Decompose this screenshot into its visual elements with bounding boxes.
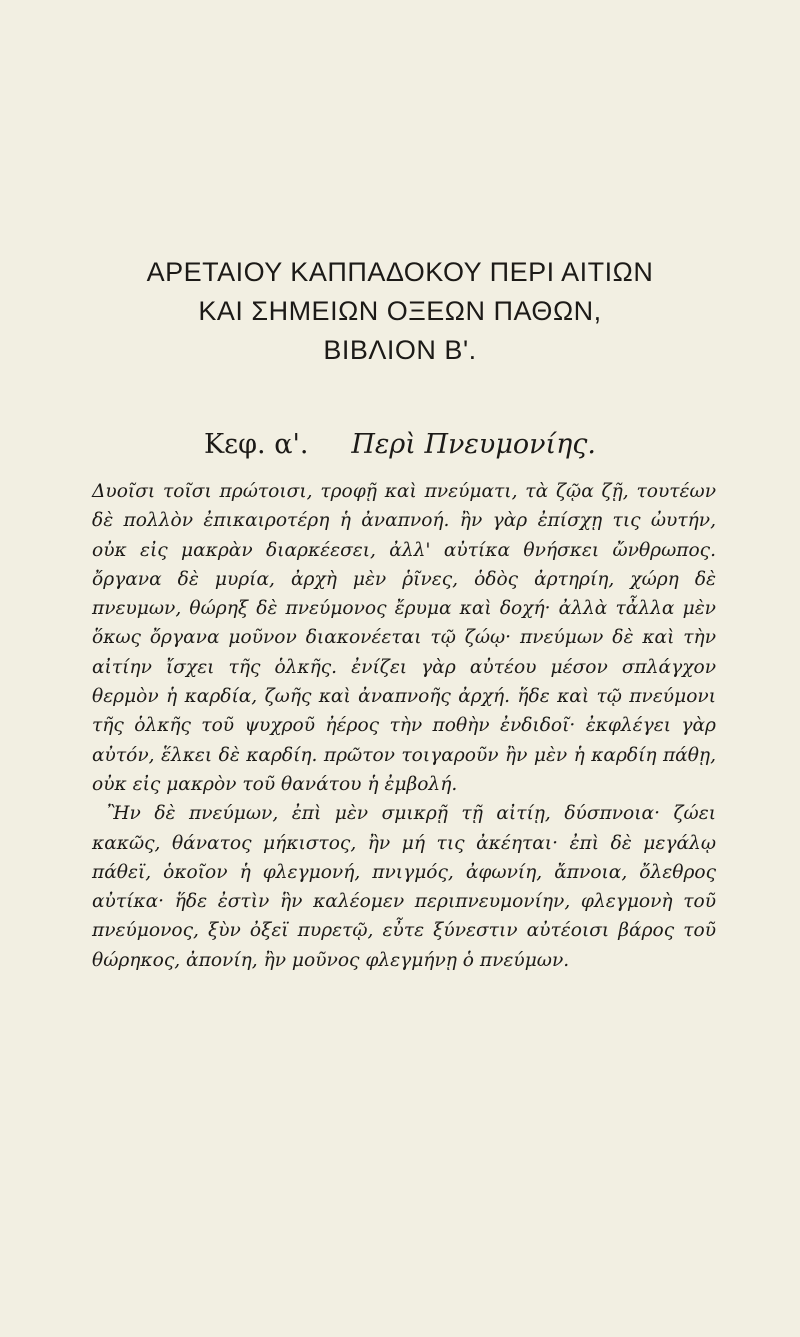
heading-line-2: ΚΑΙ ΣΗΜΕΙΩΝ ΟΞΕΩΝ ΠΑΘΩΝ, bbox=[198, 296, 602, 326]
chapter-heading bbox=[60, 428, 740, 462]
chapter-body bbox=[92, 477, 716, 975]
chapter-label: Κεφ. α'. bbox=[203, 429, 309, 460]
book-heading bbox=[60, 253, 740, 370]
heading-line-3: ΒΙΒΛΙΟΝ Β'. bbox=[323, 335, 477, 365]
paragraph-2: Ἢν δὲ πνεύμων, ἐπὶ μὲν σμικρῇ τῇ αἰτίῃ, δύσπνοια· ζώει κακῶς, θάνατος μήκιστος, ἢν μή τις ἀκέηται· ἐπὶ δὲ μεγάλῳ πάθεϊ, ὁκοῖον ἡ φλεγμονή, πνιγμός, ἀφωνίη, ἄπνοια, ὄλεθρος αὐτίκα· ἥδε ἐστὶν ἣν καλέομεν περιπνευμονίην, φλεγμονὴ τοῦ πνεύμονος, ξὺν ὀξεϊ πυρετῷ, εὖτε ξύνεστιν αὐτέοισι βάρος τοῦ θώρηκος, ἀπονίη, ἢν μοῦνος φλεγμήνῃ ὁ πνεύμων. bbox=[92, 803, 716, 971]
heading-line-1: ΑΡΕΤΑΙΟΥ ΚΑΠΠΑΔΟΚΟΥ ΠΕΡΙ ΑΙΤΙΩΝ bbox=[146, 257, 654, 287]
paragraph-1: Δυοῖσι τοῖσι πρώτοισι, τροφῇ καὶ πνεύματι, τὰ ζῷα ζῇ, τουτέων δὲ πολλὸν ἐπικαιροτέρη ἡ ἀναπνοή. ἢν γὰρ ἐπίσχῃ τις ὠυτήν, οὐκ εἰς μακρὰν διαρκέεσει, ἀλλ' αὐτίκα θνήσκει ὤνθρωπος. ὄργανα δὲ μυρία, ἀρχὴ μὲν ῥῖνες, ὁδὸς ἀρτηρίη, χώρη δὲ πνευμων, θώρηξ δὲ πνεύμονος ἔρυμα καὶ δοχή· ἀλλὰ τἆλλα μὲν ὅκως ὄργανα μοῦνον διακονέεται τῷ ζώῳ· πνεύμων δὲ καὶ τὴν αἰτίην ἴσχει τῆς ὁλκῆς. ἐνίζει γὰρ αὐτέου μέσον σπλάγχον θερμὸν ἡ καρδία, ζωῆς καὶ ἀναπνοῆς ἀρχή. ἥδε καὶ τῷ πνεύμονι τῆς ὁλκῆς τοῦ ψυχροῦ ἠέρος τὴν ποθὴν ἐνδιδοῖ· ἐκφλέγει γὰρ αὐτόν, ἕλκει δὲ καρδίη. πρῶτον τοιγαροῦν ἢν μὲν ἡ καρδίη πάθῃ, οὐκ εἰς μακρὸν τοῦ θανάτου ἡ ἐμβολή. bbox=[92, 481, 716, 795]
chapter-title: Περὶ Πνευμονίης. bbox=[351, 429, 597, 460]
